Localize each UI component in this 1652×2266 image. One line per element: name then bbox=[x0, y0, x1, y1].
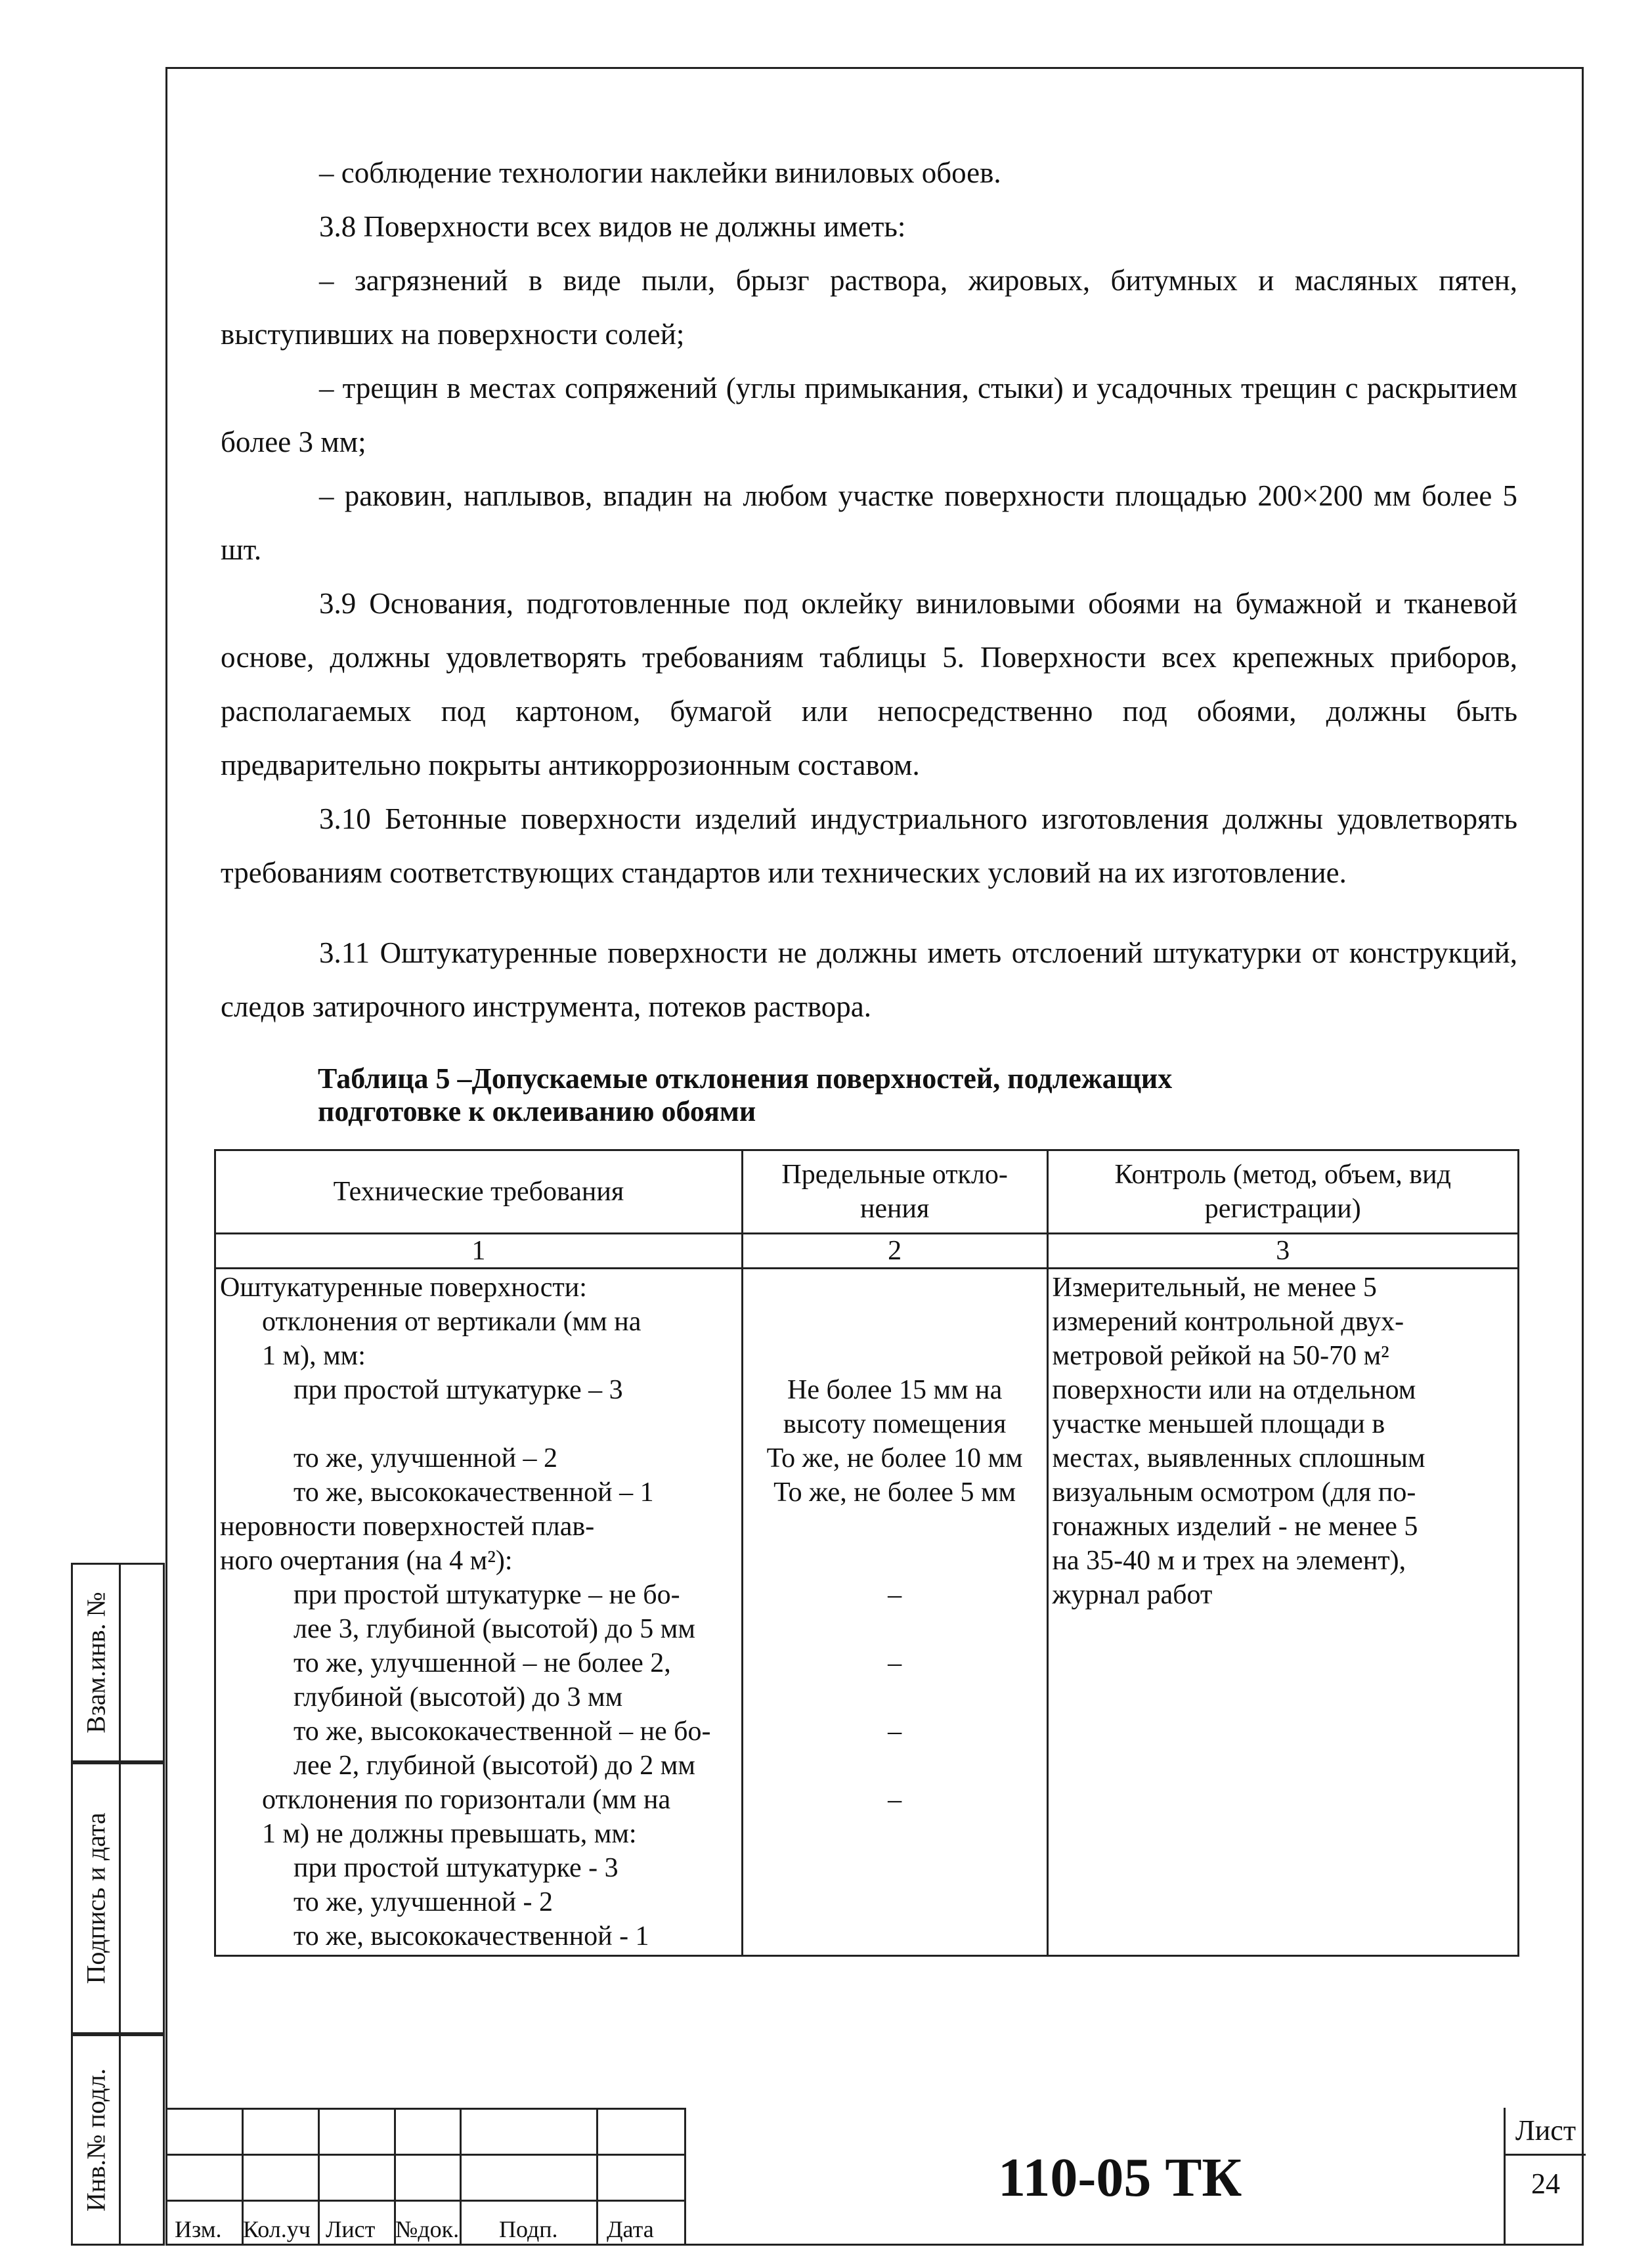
req-line: то же, высококачественной – не бо- bbox=[293, 1716, 711, 1747]
dev-line: – bbox=[888, 1785, 902, 1815]
dev-line bbox=[747, 1612, 1043, 1646]
header-control: Контроль (метод, объем, вид регистрации) bbox=[1047, 1150, 1518, 1234]
dev-line bbox=[747, 1305, 1043, 1339]
table-header-row bbox=[215, 1150, 1519, 1234]
paragraph-8: 3.11 Оштукатуренные поверхности не должны иметь отслоений штукатурки от конструкций, следов затирочного инструмента, потеков раствора. bbox=[221, 936, 1517, 1023]
req-line: неровности поверхностей плав- bbox=[220, 1512, 595, 1542]
sheet-box bbox=[1504, 2108, 1586, 2246]
sheet-label: Лист bbox=[1506, 2108, 1586, 2156]
table-caption bbox=[318, 1062, 1172, 1128]
header-requirements: Технические требования bbox=[215, 1150, 743, 1234]
stamp-ndok: №док. bbox=[395, 2216, 460, 2242]
ctrl-line: гонажных изделий - не менее 5 bbox=[1052, 1512, 1418, 1542]
dev-line: – bbox=[888, 1716, 902, 1747]
req-line: 1 м), мм: bbox=[262, 1341, 366, 1371]
req-line: то же, улучшенной - 2 bbox=[293, 1887, 554, 1917]
side-box-signature-date bbox=[71, 1762, 165, 2034]
paragraph-1: – соблюдение технологии наклейки виниловых обоев. bbox=[319, 156, 1001, 189]
side-label-signature-date: Подпись и дата bbox=[81, 1812, 111, 1984]
stamp-data: Дата bbox=[607, 2216, 654, 2242]
dev-line bbox=[747, 1749, 1043, 1783]
dev-line: – bbox=[888, 1648, 902, 1678]
ctrl-line: на 35-40 м и трех на элемент), bbox=[1052, 1546, 1406, 1576]
req-line: то же, высококачественной – 1 bbox=[293, 1477, 654, 1508]
stamp-podp: Подп. bbox=[499, 2216, 558, 2242]
paragraph-6: 3.9 Основания, подготовленные под оклейку виниловыми обоями на бумажной и тканевой основе, должны удовлетворять требованиям таблицы 5. Поверхности всех крепежных приборов, располагаемых под картоном, бумагой или непосредственно под обоями, должны быть предварительно покрыты антикоррозионным составом. bbox=[221, 587, 1517, 781]
ctrl-line: метровой рейкой на 50-70 м² bbox=[1052, 1341, 1389, 1371]
req-line: то же, улучшенной – 2 bbox=[293, 1443, 558, 1473]
ctrl-line: Измерительный, не менее 5 bbox=[1052, 1273, 1377, 1303]
ctrl-line: поверхности или на отдельном bbox=[1052, 1375, 1416, 1405]
header-deviations: Предельные откло-нения bbox=[742, 1150, 1047, 1234]
ctrl-line: визуальным осмотром (для по- bbox=[1052, 1477, 1416, 1508]
deviations-cell bbox=[742, 1269, 1047, 1956]
ctrl-line: журнал работ bbox=[1052, 1580, 1213, 1610]
req-line: то же, высококачественной - 1 bbox=[293, 1921, 649, 1951]
dev-line: высоту помещения bbox=[783, 1409, 1007, 1439]
table-number-row bbox=[215, 1234, 1519, 1269]
req-line: ного очертания (на 4 м²): bbox=[220, 1546, 513, 1576]
dev-line bbox=[747, 1544, 1043, 1578]
req-line bbox=[220, 1407, 737, 1441]
stamp-list: Лист bbox=[326, 2216, 376, 2242]
stamp-izm: Изм. bbox=[175, 2216, 222, 2242]
revision-grid bbox=[165, 2108, 686, 2246]
dev-line: Не более 15 мм на bbox=[787, 1375, 1003, 1405]
req-line: отклонения от вертикали (мм на bbox=[262, 1307, 641, 1337]
paragraph-5: – раковин, наплывов, впадин на любом участке поверхности площадью 200×200 мм более 5 шт. bbox=[221, 479, 1517, 566]
req-line: глубиной (высотой) до 3 мм bbox=[293, 1682, 623, 1712]
paragraph-7: 3.10 Бетонные поверхности изделий индустриального изготовления должны удовлетворять требованиям соответствующих стандартов или технических условий на их изготовление. bbox=[221, 802, 1517, 889]
paragraph-4: – трещин в местах сопряжений (углы примыкания, стыки) и усадочных трещин с раскрытием более 3 мм; bbox=[221, 372, 1517, 458]
dev-line bbox=[747, 1339, 1043, 1373]
control-cell bbox=[1047, 1269, 1518, 1956]
req-line: при простой штукатурке – 3 bbox=[293, 1375, 623, 1405]
req-line: то же, улучшенной – не более 2, bbox=[293, 1648, 671, 1678]
dev-line: То же, не более 5 мм bbox=[773, 1477, 1016, 1508]
dev-line bbox=[747, 1510, 1043, 1544]
side-box-original-inv bbox=[71, 2034, 165, 2246]
req-line: 1 м) не должны превышать, мм: bbox=[262, 1819, 637, 1849]
req-line: лее 3, глубиной (высотой) до 5 мм bbox=[293, 1614, 695, 1644]
paragraph-2: 3.8 Поверхности всех видов не должны иметь: bbox=[319, 210, 906, 243]
req-line: при простой штукатурке - 3 bbox=[293, 1853, 619, 1883]
side-label-original-inv: Инв.№ подл. bbox=[81, 2068, 111, 2212]
dev-line bbox=[747, 1271, 1043, 1305]
title-block bbox=[165, 2108, 1584, 2246]
side-box-replacement-inv bbox=[71, 1563, 165, 1762]
ctrl-line: измерений контрольной двух- bbox=[1052, 1307, 1404, 1337]
document-number: 110-05 ТК bbox=[998, 2147, 1242, 2208]
sheet-number: 24 bbox=[1531, 2168, 1560, 2200]
req-line: Оштукатуренные поверхности: bbox=[220, 1273, 587, 1303]
side-label-replacement-inv: Взам.инв. № bbox=[81, 1592, 111, 1733]
table-caption-line-2: подготовке к оклеиванию обоями bbox=[318, 1095, 756, 1127]
req-line: отклонения по горизонтали (мм на bbox=[262, 1785, 671, 1815]
paragraph-3: – загрязнений в виде пыли, брызг раствора, жировых, битумных и масляных пятен, выступивших на поверхности солей; bbox=[221, 264, 1517, 351]
table-row bbox=[215, 1269, 1519, 1956]
requirements-cell bbox=[215, 1269, 743, 1956]
dev-line bbox=[747, 1680, 1043, 1714]
dev-line: То же, не более 10 мм bbox=[766, 1443, 1023, 1473]
deviation-table bbox=[214, 1149, 1519, 1957]
column-number-1: 1 bbox=[215, 1234, 743, 1269]
dev-line: – bbox=[888, 1580, 902, 1610]
column-number-2: 2 bbox=[742, 1234, 1047, 1269]
req-line: при простой штукатурке – не бо- bbox=[293, 1580, 680, 1610]
table-caption-line-1: Таблица 5 –Допускаемые отклонения поверхностей, подлежащих bbox=[318, 1062, 1173, 1095]
req-line: лее 2, глубиной (высотой) до 2 мм bbox=[293, 1751, 695, 1781]
ctrl-line: участке меньшей площади в bbox=[1052, 1409, 1385, 1439]
column-number-3: 3 bbox=[1047, 1234, 1518, 1269]
stamp-kol: Кол.уч bbox=[243, 2216, 311, 2242]
ctrl-line: местах, выявленных сплошным bbox=[1052, 1443, 1425, 1473]
